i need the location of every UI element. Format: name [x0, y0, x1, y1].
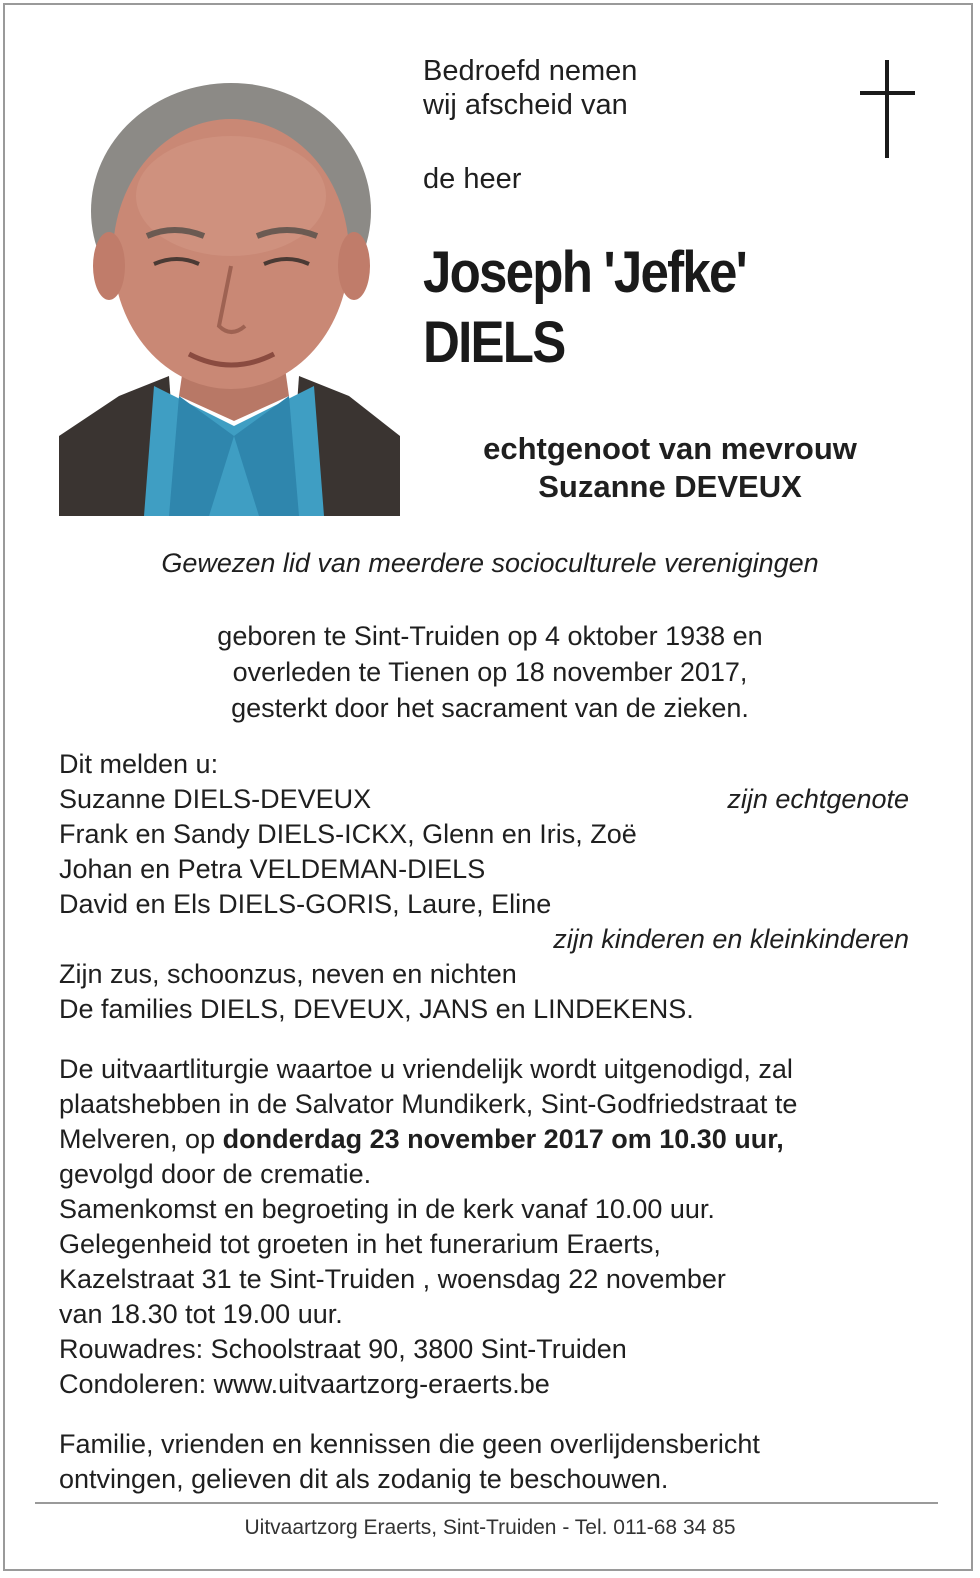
footer-text: Uitvaartzorg Eraerts, Sint-Truiden - Tel. 011-68 34 85: [244, 1516, 736, 1539]
footer-divider: [35, 1502, 938, 1504]
closing-line: Familie, vrienden en kennissen die geen overlijdensbericht: [59, 1429, 760, 1459]
intro-text: [423, 54, 637, 122]
funeral-location-end: Melveren, op: [59, 1124, 223, 1154]
funeral-datetime: donderdag 23 november 2017 om 10.30 uur,: [222, 1124, 784, 1154]
mourners-list: [59, 747, 909, 1027]
funeral-info: [59, 1052, 909, 1402]
mourner-child: Johan en Petra VELDEMAN-DIELS: [59, 854, 486, 884]
spouse-name: Suzanne DEVEUX: [538, 469, 802, 504]
funeral-line: gevolgd door de crematie.: [59, 1159, 372, 1189]
intro-line: wij afscheid van: [423, 89, 628, 121]
closing-line: ontvingen, gelieven dit als zodanig te beschouwen.: [59, 1464, 669, 1494]
portrait-photo: [59, 76, 400, 516]
mourning-address: Rouwadres: Schoolstraat 90, 3800 Sint-Truiden: [59, 1334, 627, 1364]
mourner-spouse-name: Suzanne DIELS-DEVEUX: [59, 784, 372, 814]
mourner-children-role: zijn kinderen en kleinkinderen: [553, 924, 909, 954]
membership-note: Gewezen lid van meerdere socioculturele verenigingen: [161, 548, 819, 578]
birth-death-info: [40, 618, 940, 726]
mourners-intro: Dit melden u:: [59, 749, 219, 779]
funeral-line: Gelegenheid tot groeten in het funerarium Eraerts,: [59, 1229, 661, 1259]
mourner-child: Frank en Sandy DIELS-ICKX, Glenn en Iris, Zoë: [59, 819, 637, 849]
funeral-line: [59, 1122, 909, 1157]
mourner-child: David en Els DIELS-GORIS, Laure, Eline: [59, 889, 552, 919]
deceased-first-name: Joseph 'Jefke': [423, 240, 747, 305]
cross-icon: [858, 60, 918, 160]
funeral-line: Kazelstraat 31 te Sint-Truiden , woensdag 22 november: [59, 1264, 726, 1294]
honorific: de heer: [423, 163, 522, 195]
mourner-row: [59, 922, 909, 957]
mourner-families: De families DIELS, DEVEUX, JANS en LINDEKENS.: [59, 994, 694, 1024]
sacrament-line: gesterkt door het sacrament van de zieken.: [231, 693, 749, 723]
spouse-relation: echtgenoot van mevrouw: [483, 431, 857, 466]
funeral-line: Samenkomst en begroeting in de kerk vanaf 10.00 uur.: [59, 1194, 715, 1224]
deceased-name: [423, 238, 746, 378]
mourner-row: [59, 782, 909, 817]
funeral-line: De uitvaartliturgie waartoe u vriendelijk wordt uitgenodigd, zal: [59, 1054, 793, 1084]
birth-line: geboren te Sint-Truiden op 4 oktober 1938 en: [217, 621, 763, 651]
deceased-last-name: DIELS: [423, 310, 565, 375]
mourner-spouse-role: zijn echtgenote: [727, 784, 909, 814]
mourner-siblings: Zijn zus, schoonzus, neven en nichten: [59, 959, 517, 989]
intro-line: Bedroefd nemen: [423, 55, 638, 87]
closing-note: [59, 1427, 909, 1497]
death-line: overleden te Tienen op 18 november 2017,: [232, 657, 748, 687]
condolence-website: Condoleren: www.uitvaartzorg-eraerts.be: [59, 1369, 550, 1399]
funeral-line: van 18.30 tot 19.00 uur.: [59, 1299, 343, 1329]
funeral-line: plaatshebben in de Salvator Mundikerk, Sint-Godfriedstraat te: [59, 1089, 798, 1119]
spouse-info: [420, 430, 920, 506]
